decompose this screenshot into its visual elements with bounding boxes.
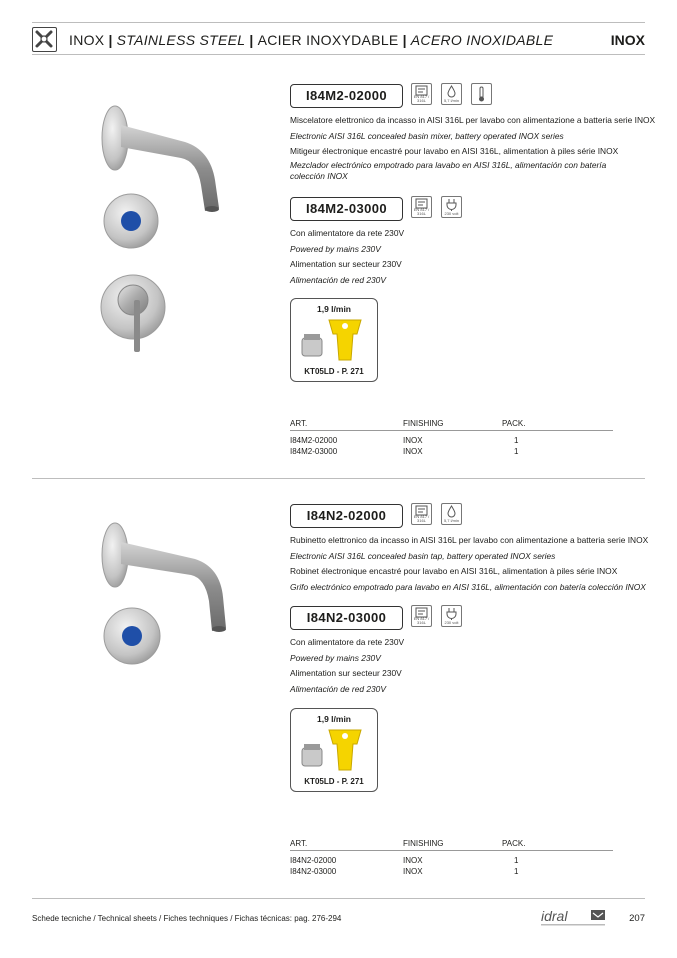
product-code-i84m2-03000: I84M2-03000	[290, 197, 403, 221]
table-row: I84N2-02000 INOX 1	[290, 856, 519, 865]
thermometer-icon	[471, 83, 492, 105]
aerator-flow-rate: 1,9 l/min	[316, 714, 351, 724]
table-header: ART. FINISHING PACK.	[290, 419, 613, 431]
description-i84n2-03000: Con alimentatore da rete 230V Powered by mains 230V Alimentation sur secteur 230V Alimentación de red 230V	[290, 637, 405, 694]
description-i84m2-02000: Miscelatore elettronico da incasso in AISI 316L per lavabo con alimentazione a batteria serie INOX Electronic AISI 316L concealed basin mixer, battery operated INOX series Mitigeur électronique encastré pour lavabo en AISI 316L, alimentation à piles série INOX Mezclador electrónico empotrado para lavabo en AISI 316L, alimentación con batería colección INOX	[290, 115, 656, 181]
product-image-mixer	[95, 95, 245, 357]
footer-reference: Schede tecniche / Technical sheets / Fiches techniques / Fichas técnicas: pag. 276-294	[32, 914, 342, 923]
aerator-key-icon	[299, 314, 371, 364]
article-table	[290, 419, 613, 458]
category-label: INOX	[610, 32, 645, 48]
certification-icon: EN 817 / 316L	[411, 503, 432, 525]
product-code-i84n2-02000: I84N2-02000	[290, 504, 403, 528]
page-number: 207	[629, 913, 645, 924]
section-divider	[32, 478, 645, 479]
svg-text:idral: idral	[541, 908, 568, 924]
category-logo-icon	[32, 27, 57, 52]
description-i84m2-03000: Con alimentatore da rete 230V Powered by mains 230V Alimentation sur secteur 230V Alimentación de red 230V	[290, 228, 405, 285]
description-i84n2-02000: Rubinetto elettronico da incasso in AISI 316L per lavabo con alimentazione a batteria serie INOX Electronic AISI 316L concealed basin tap, battery operated INOX series Robinet électronique encastré pour lavabo en AISI 316L, alimentation à piles série INOX Grifo electrónico empotrado para lavabo en AISI 316L, alimentación con batería colección INOX	[290, 535, 649, 592]
footer-divider	[32, 898, 645, 899]
table-row: I84M2-03000 INOX 1	[290, 447, 519, 456]
certification-icon: EN 817 / 316L	[411, 83, 432, 105]
product-code-i84n2-03000: I84N2-03000	[290, 606, 403, 630]
table-header: ART. FINISHING PACK.	[290, 839, 613, 851]
article-table	[290, 839, 613, 878]
product-code-i84m2-02000: I84M2-02000	[290, 84, 403, 108]
flow-rate-icon: 5,7 l/min	[441, 83, 462, 105]
aerator-key-card	[290, 298, 378, 382]
flow-rate-icon: 5,7 l/min	[441, 503, 462, 525]
sensor-window-icon	[122, 626, 142, 646]
sensor-plate-image	[100, 604, 170, 670]
aerator-key-ref: KT05LD - P. 271	[304, 367, 364, 376]
table-row: I84N2-03000 INOX 1	[290, 867, 519, 876]
table-row: I84M2-02000 INOX 1	[290, 436, 519, 445]
page-header	[32, 22, 645, 55]
certification-icon: EN 817 / 316L	[411, 196, 432, 218]
page-title: INOX | STAINLESS STEEL | ACIER INOXYDABLE | ACERO INOXIDABLE	[69, 32, 554, 48]
aerator-key-card	[290, 708, 378, 792]
aerator-key-ref: KT05LD - P. 271	[304, 777, 364, 786]
power-plug-icon: 230 volt	[441, 605, 462, 627]
brand-logo	[539, 907, 607, 934]
aerator-key-icon	[299, 724, 371, 774]
certification-icon: EN 817 / 316L	[411, 605, 432, 627]
aerator-flow-rate: 1,9 l/min	[316, 304, 351, 314]
sensor-window-icon	[121, 211, 141, 231]
power-plug-icon: 230 volt	[441, 196, 462, 218]
